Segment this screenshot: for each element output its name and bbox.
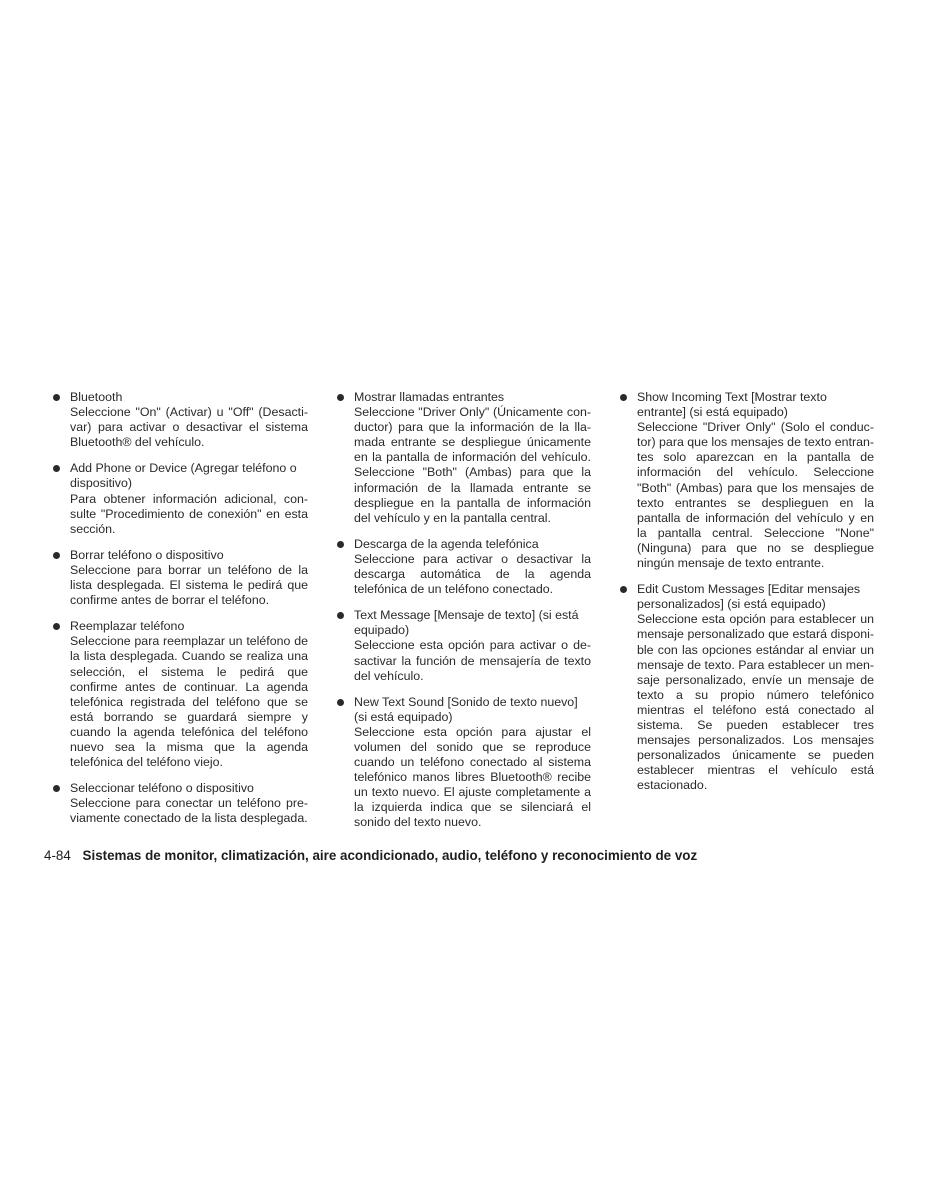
bullet-icon [337,612,344,619]
item-title: New Text Sound [Sonido de texto nuevo] (si está equipado) [354,694,578,724]
item-title: Borrar teléfono o dispositivo [70,547,224,562]
bullet-icon [337,394,344,401]
left-column [52,390,308,837]
list-item-phonebook-download [336,537,591,597]
item-title: Seleccionar teléfono o dispositivo [70,781,254,796]
item-title: Reemplazar teléfono [70,619,185,634]
bullet-icon [53,394,60,401]
right-column [619,390,874,804]
item-title: Mostrar llamadas entrantes [354,390,505,404]
bullet-icon [620,394,627,401]
item-description: Seleccione "Driver Only" (Únicamente conductor) para que la información de la llamada entrante se despliegue únicamente en la pantalla de información del vehículo. Seleccione "Both" (Ambas) para que la información de la llamada entrante se despliegue en la pantalla de información del vehículo y en la pantalla central. [354,405,591,525]
list-item-delete-phone [52,548,308,608]
middle-column [336,390,591,842]
item-description: Para obtener información adicional, consulte "Procedimiento de conexión" en esta sección. [70,491,308,536]
item-description: Seleccione para reemplazar un teléfono de la lista desplegada. Cuando se realiza una selección, el sistema le pedirá que confirme antes de continuar. La agenda telefónica registrada del teléfono que se está borrando se guardará siempre y cuando la agenda telefónica del teléfono nuevo sea la misma que la agenda telefónica del teléfono viejo. [70,634,308,770]
list-item-edit-custom-messages [619,582,874,793]
bullet-icon [53,552,60,559]
bullet-icon [53,623,60,630]
bullet-icon [53,785,60,792]
item-description: Seleccione "Driver Only" (Solo el conductor) para que los mensajes de texto entrantes solo aparezcan en la pantalla de información del vehículo. Seleccione "Both" (Ambas) para que los mensajes de texto entrantes se desplieguen en la pantalla de información del vehículo y en la pantalla central. Seleccione "None" (Ninguna) para que no se despliegue ningún mensaje de texto entrante. [637,420,874,571]
item-title: Descarga de la agenda telefónica [354,536,539,551]
item-title: Bluetooth [70,390,123,404]
list-item-text-message [336,608,591,683]
item-description: Seleccione "On" (Activar) u "Off" (Desactivar) para activar o desactivar el sistema Bluetooth® del vehículo. [70,405,308,450]
list-item-show-incoming-text [619,390,874,571]
page-number: 4-84 [44,848,71,863]
list-item-bluetooth [52,390,308,450]
item-title: Show Incoming Text [Mostrar texto entrante] (si está equipado) [637,390,827,420]
item-description: Seleccione esta opción para ajustar el volumen del sonido que se reproduce cuando un teléfono conectado al sistema telefónico manos libres Bluetooth® recibe un texto nuevo. El ajuste completamente a la izquierda indica que se silenciará el sonido del texto nuevo. [354,724,591,830]
item-description: Seleccione para conectar un teléfono previamente conectado de la lista desplegada. [70,796,308,826]
list-item-replace-phone [52,619,308,770]
item-title: Edit Custom Messages [Editar mensajes personalizados] (si está equipado) [637,582,861,612]
bullet-icon [337,541,344,548]
page-footer [44,847,904,865]
item-description: Seleccione esta opción para establecer un mensaje personalizado que estará disponible con las opciones estándar al enviar un mensaje de texto. Para establecer un mensaje personalizado, envíe un mensaje de texto a su propio número telefónico mientras el teléfono está conectado al sistema. Se pueden establecer tres mensajes personalizados. Los mensajes personalizados únicamente se pueden establecer mientras el vehículo está estacionado. [637,612,874,793]
bullet-icon [337,699,344,706]
list-item-incoming-calls [336,390,591,526]
item-description: Seleccione para borrar un teléfono de la lista desplegada. El sistema le pedirá que confirme antes de borrar el teléfono. [70,562,308,608]
item-title: Text Message [Mensaje de texto] (si está equipado) [354,608,579,638]
bullet-icon [620,586,627,593]
item-description: Seleccione para activar o desactivar la descarga automática de la agenda telefónica de un teléfono conectado. [354,551,591,597]
list-item-select-phone [52,781,308,826]
item-description: Seleccione esta opción para activar o desactivar la función de mensajería de texto del vehículo. [354,638,591,683]
list-item-add-phone [52,461,308,536]
section-title: Sistemas de monitor, climatización, aire acondicionado, audio, teléfono y reconocimiento de voz [82,848,698,863]
item-title: Add Phone or Device (Agregar teléfono o dispositivo) [70,461,297,491]
list-item-new-text-sound [336,695,591,831]
bullet-icon [53,465,60,472]
